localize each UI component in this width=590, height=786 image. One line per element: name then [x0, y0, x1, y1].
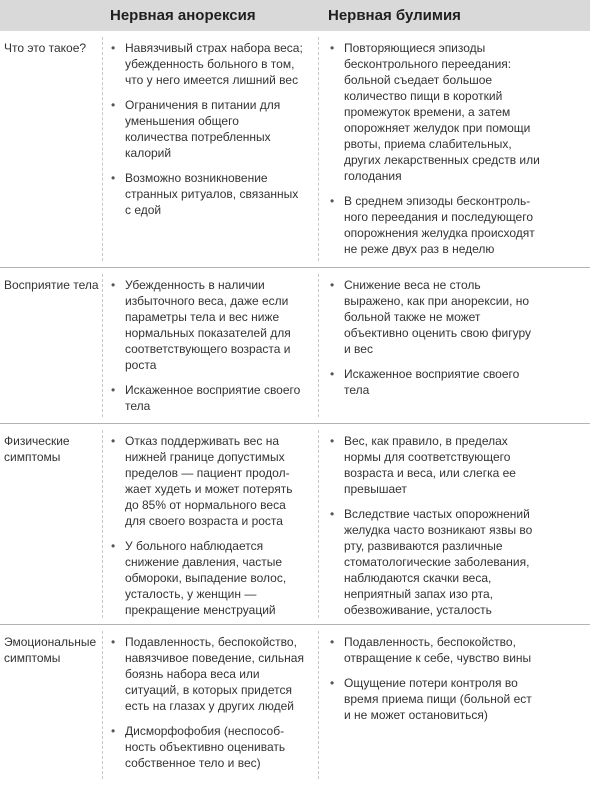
column-divider: [318, 430, 319, 618]
table-row: [0, 31, 590, 268]
header-anorexia: Нервная анорексия: [110, 7, 256, 24]
list-item: • В среднем эпизоды бесконтроль-ного переедания и последующего опорожнения желудка происходят не реже двух раз в неделю: [330, 194, 535, 256]
list-item: • Дисморфофобия (неспособ-ность объективно оценивать собственное тело и вес): [111, 724, 286, 770]
list-item: • Искаженное восприятие своего тела: [111, 383, 301, 413]
bullet-icon: •: [330, 676, 335, 690]
bullet-icon: •: [111, 278, 116, 292]
table-row: [0, 268, 590, 424]
table-row: [0, 625, 590, 785]
list-item: • Отказ поддерживать вес на нижней границе допустимых пределов — пациент продол-жает худеть и может потерять до 85% от нормального веса для своего возраста и роста: [111, 434, 293, 528]
table-row: [0, 424, 590, 625]
anorexia-cell: [109, 277, 304, 423]
table-header: [0, 0, 590, 31]
anorexia-cell: [109, 433, 304, 627]
list-item: • Возможно возникновение странных ритуалов, связанных с едой: [111, 171, 299, 217]
list-item: • Ощущение потери контроля во время приема пищи (больной ест и не может остановиться): [330, 676, 532, 722]
list-item: • Навязчивый страх набора веса; убежденность больного в том, что у него имеется лишний вес: [111, 41, 303, 87]
column-divider: [102, 631, 103, 779]
row-category: Физические симптомы: [4, 434, 70, 464]
list-item: • У больного наблюдается снижение давления, частые обмороки, выпадение волос, усталость, у женщин — прекращение менструаций: [111, 539, 287, 617]
row-category: Восприятие тела: [4, 278, 99, 292]
header-bulimia: Нервная булимия: [328, 7, 461, 24]
bullet-icon: •: [111, 98, 116, 112]
list-item: • Вес, как правило, в пределах нормы для соответствующего возраста и веса, или слегка ее превышает: [330, 434, 516, 496]
bullet-icon: •: [111, 41, 116, 55]
list-item: • Подавленность, беспокойство, отвращение к себе, чувство вины: [330, 635, 532, 665]
anorexia-cell: [109, 634, 304, 780]
row-category: Эмоциональные симптомы: [4, 635, 97, 665]
list-item: • Вследствие частых опорожнений желудка часто возникают язвы во рту, развиваются различные стоматологические заболевания, наблюдаются скачки веса, неприятный запах изо рта, обезвоживание, усталость: [330, 507, 533, 617]
bullet-icon: •: [111, 539, 116, 553]
bullet-icon: •: [111, 635, 116, 649]
bulimia-cell: [328, 433, 540, 627]
bullet-icon: •: [111, 171, 116, 185]
bullet-icon: •: [330, 635, 335, 649]
list-item: • Повторяющиеся эпизоды бесконтрольного переедания: больной съедает большое количество пищи в короткий промежуток времени, а затем опорожняет желудок при помощи рвоты, приема слабительных, других лекарственных средств или голодания: [330, 41, 540, 183]
bullet-icon: •: [111, 434, 116, 448]
bullet-icon: •: [330, 507, 335, 521]
bulimia-cell: [328, 634, 540, 732]
column-divider: [102, 430, 103, 618]
column-divider: [318, 631, 319, 779]
bullet-icon: •: [111, 383, 116, 397]
bullet-icon: •: [330, 278, 335, 292]
list-item: • Убежденность в наличии избыточного веса, даже если параметры тела и вес ниже нормальных показателей для соответствующего возраста и роста: [111, 278, 291, 372]
bulimia-cell: [328, 40, 540, 266]
list-item: • Искаженное восприятие своего тела: [330, 367, 520, 397]
bullet-icon: •: [330, 194, 335, 208]
column-divider: [102, 274, 103, 417]
bullet-icon: •: [330, 367, 335, 381]
bulimia-cell: [328, 277, 540, 407]
list-item: • Подавленность, беспокойство, навязчивое поведение, сильная боязнь набора веса или ситуаций, в которых придется есть на глазах у других людей: [111, 635, 304, 713]
list-item: • Ограничения в питании для уменьшения общего количества потребленных калорий: [111, 98, 281, 160]
column-divider: [318, 274, 319, 417]
list-item: • Снижение веса не столь выражено, как при анорексии, но больной также не может объективно оценить свою фигуру и вес: [330, 278, 532, 356]
column-divider: [102, 37, 103, 261]
column-divider: [318, 37, 319, 261]
bullet-icon: •: [111, 724, 116, 738]
bullet-icon: •: [330, 41, 335, 55]
anorexia-cell: [109, 40, 304, 227]
row-category: Что это такое?: [4, 41, 87, 55]
bullet-icon: •: [330, 434, 335, 448]
